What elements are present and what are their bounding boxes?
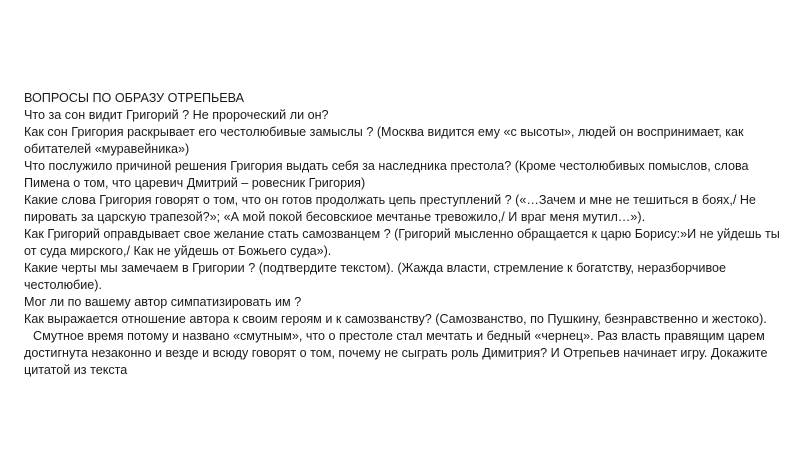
- question-7: Мог ли по вашему автор симпатизировать им ?: [24, 295, 302, 309]
- closing-paragraph: Смутное время потому и названо «смутным», что о престоле стал мечтать и бедный «чернец». Раз власть правящим царем достигнута незаконно и везде и всюду говорят о том, почему не сыграть роль Димитрия? И Отрепьев начинает игру. Докажите цитатой из текста: [24, 329, 768, 377]
- slide-text-block: [24, 90, 786, 379]
- question-6: Какие черты мы замечаем в Григории ? (подтвердите текстом). (Жажда власти, стремление к богатству, неразборчивое честолюбие).: [24, 261, 727, 292]
- question-5: Как Григорий оправдывает свое желание стать самозванцем ? (Григорий мысленно обращается к царю Борису:»И не уйдешь ты от суда мирского,/ Как не уйдешь от Божьего суда»).: [24, 227, 780, 258]
- question-2: Как сон Григория раскрывает его честолюбивые замыслы ? (Москва видится ему «с высоты», людей он воспринимает, как обитателей «муравейника»): [24, 125, 744, 156]
- slide-heading: ВОПРОСЫ ПО ОБРАЗУ ОТРЕПЬЕВА: [24, 91, 245, 105]
- question-1: Что за сон видит Григорий ? Не пророческий ли он?: [24, 108, 329, 122]
- question-3: Что послужило причиной решения Григория выдать себя за наследника престола? (Кроме честолюбивых помыслов, слова Пимена о том, что царевич Дмитрий – ровесник Григория): [24, 159, 749, 190]
- question-8: Как выражается отношение автора к своим героям и к самозванству? (Самозванство, по Пушкину, безнравственно и жестоко).: [24, 312, 767, 326]
- question-4: Какие слова Григория говорят о том, что он готов продолжать цепь преступлений ? («…Зачем и мне не тешиться в боях,/ Не пировать за царскую трапезой?»; «А мой покой бесовскиое мечтанье тревожило,/ И враг меня мутил…»).: [24, 193, 756, 224]
